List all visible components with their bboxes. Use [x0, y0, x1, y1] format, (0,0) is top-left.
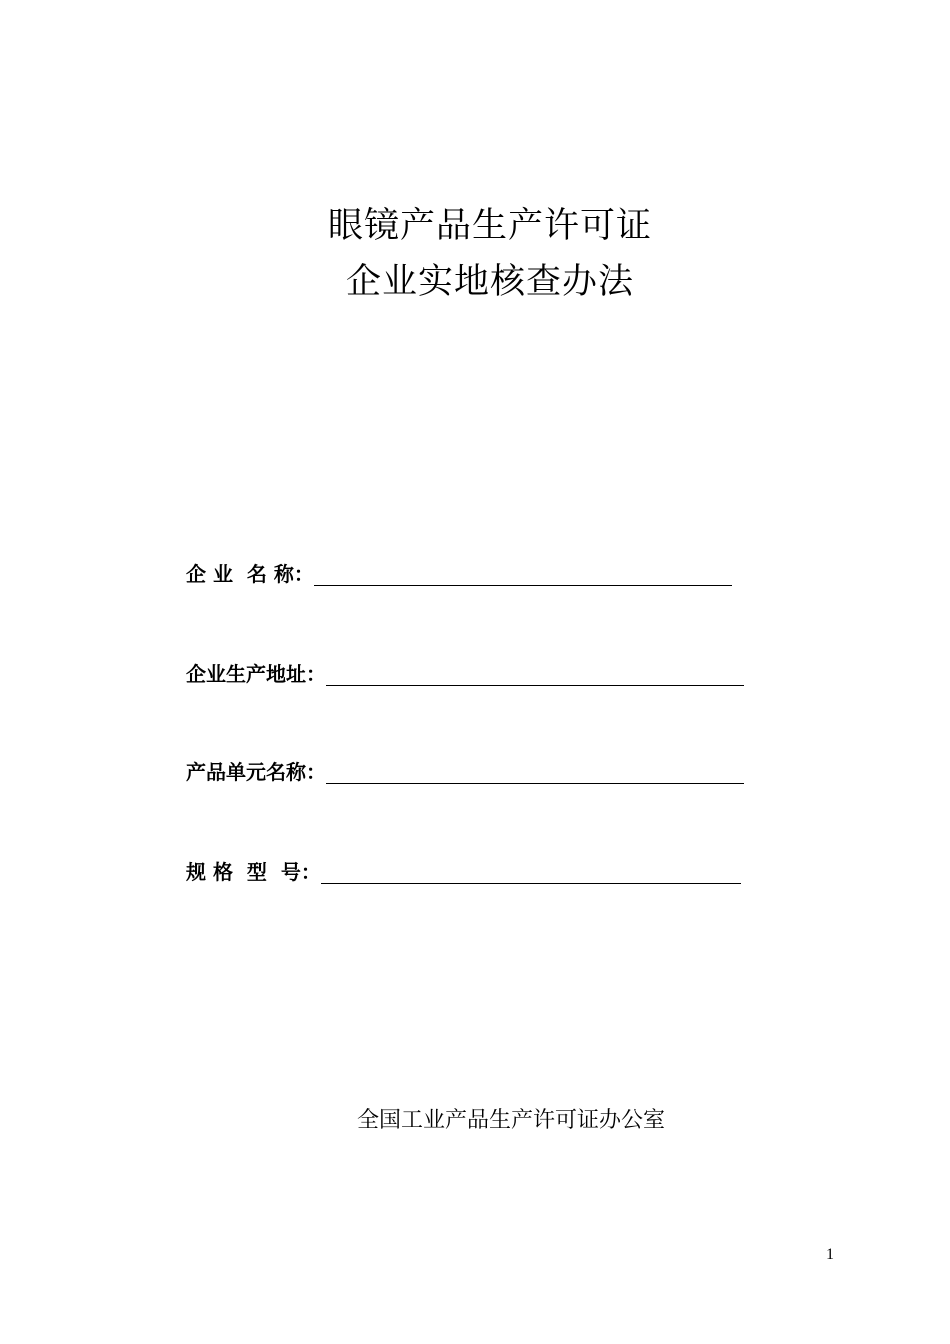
blank-line — [326, 665, 744, 686]
field-label: 企业生产地址： — [186, 662, 326, 686]
issuing-office: 全国工业产品生产许可证办公室 — [356, 1108, 665, 1133]
title-line-2: 企业实地核查办法 — [345, 262, 634, 302]
page-number: 1 — [826, 1246, 834, 1263]
title-line-1: 眼镜产品生产许可证 — [327, 206, 652, 246]
field-specification-model — [186, 858, 741, 886]
field-production-address — [186, 660, 744, 688]
document-title — [0, 198, 950, 310]
blank-line — [321, 863, 741, 884]
blank-line — [314, 565, 732, 586]
blank-line — [326, 763, 744, 784]
field-label: 企 业 名 称： — [186, 562, 314, 586]
field-enterprise-name — [186, 560, 732, 588]
field-label: 产品单元名称： — [186, 760, 326, 784]
field-product-unit-name — [186, 758, 744, 786]
field-label: 规 格 型 号： — [186, 860, 321, 884]
